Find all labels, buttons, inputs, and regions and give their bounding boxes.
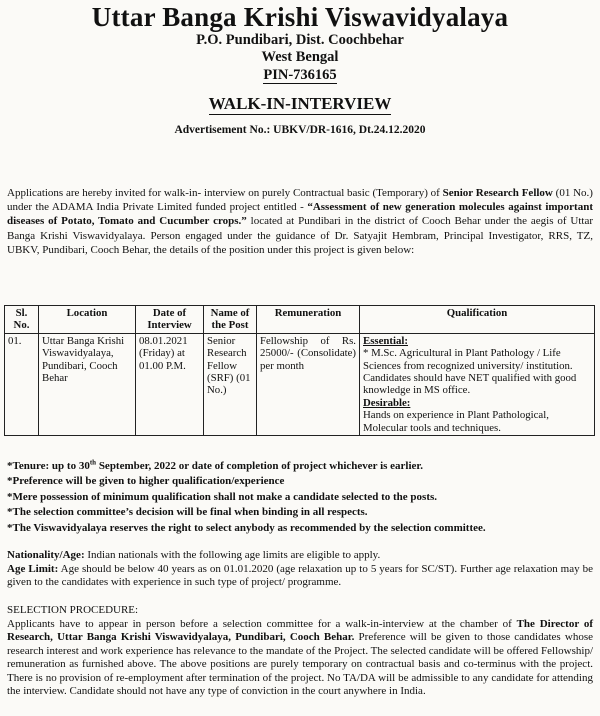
table-row — [5, 333, 595, 435]
nationality-text: Indian nationals with the following age limits are eligible to apply. — [84, 549, 381, 561]
tenure-text-b: September, 2022 or date of completion of project whichever is earlier. — [96, 460, 424, 472]
cell-remuneration: Fellowship of Rs. 25000/- (Consolidate) per month — [257, 333, 360, 435]
address-line-1: P.O. Pundibari, Dist. Coochbehar — [196, 32, 404, 48]
intro-paragraph — [7, 186, 593, 257]
project-title: “Assessment of new generation molecules against important diseases of Potato, Tomato and Cucumber crops.” — [7, 201, 593, 228]
selection-chamber: The Director of Research, Uttar Banga Krishi Viswavidyalaya, Pundibari, Cooch Behar. — [7, 618, 594, 644]
essential-label: Essential: — [363, 334, 408, 347]
note-tenure — [7, 459, 593, 474]
table-header-row — [5, 306, 595, 334]
tenure-text-a: *Tenure: up to 30 — [7, 460, 90, 472]
notes-list — [7, 459, 593, 536]
cell-qualification — [360, 333, 595, 435]
cell-date: 08.01.2021 (Friday) at 01.00 P.M. — [136, 333, 204, 435]
note-reserves-right: *The Viswavidyalaya reserves the right to select anybody as recommended by the selection committee. — [7, 521, 486, 534]
essential-text: * M.Sc. Agricultural in Plant Pathology / Life Sciences from recognized university/ institution. Candidates should have NET qualified with good knowledge in MS office. — [363, 347, 577, 397]
header-sl-no: Sl. No. — [5, 306, 39, 334]
age-limit-label: Age Limit: — [7, 563, 59, 575]
position-table — [4, 305, 595, 436]
cell-sl-no: 01. — [5, 333, 39, 435]
nationality-age — [7, 549, 593, 562]
intro-text-3: located at Pundibari in the district of Cooch Behar under the aegis of Uttar Banga Krishi Viswavidyalaya. Person engaged under the guidance of Dr. Satyajit Hembram, Principal Investigator, RRS, TZ, UBKV, Pundibari, Cooch Behar, the details of the position under this project is given below: — [7, 215, 593, 256]
tenure-superscript: th — [89, 458, 97, 467]
header-qualification: Qualification — [360, 306, 595, 334]
letterhead — [0, 2, 600, 136]
note-minimum-qualification: *Mere possession of minimum qualification shall not make a candidate selected to the posts. — [7, 490, 438, 503]
header-date: Date of Interview — [136, 306, 204, 334]
position-name: Senior Research Fellow — [442, 187, 553, 199]
note-committee-decision: *The selection committee’s decision will be final when binding in all respects. — [7, 506, 368, 519]
selection-heading: SELECTION PROCEDURE: — [7, 604, 139, 616]
age-limit — [7, 563, 593, 590]
advertisement-page — [0, 2, 600, 716]
advertisement-number: Advertisement No.: UBKV/DR-1616, Dt.24.12.2020 — [174, 124, 426, 136]
desirable-text: Hands on experience in Plant Pathological, Molecular tools and techniques. — [363, 409, 549, 434]
document-heading: WALK-IN-INTERVIEW — [208, 94, 392, 113]
selection-text-2: Preference will be given to those candidates whose research interest and work experience has relevance to the mandate of the Project. The selected candidate will be offered Fellowship/ remuneration as furnished above. The above positions are purely temporary on contractual basis and co-terminus with the project. There is no provision of re-employment after termination of the project. No TA/DA will be admissible to any candidate for attending the interview. Candidate should not have any type of conviction in the court anywhere in India. — [7, 631, 593, 698]
selection-text-1: Applicants have to appear in person before a selection committee for a walk-in-interview at the chamber of — [7, 618, 517, 630]
pin-code: PIN-736165 — [263, 67, 337, 83]
note-preference: *Preference will be given to higher qualification/experience — [7, 475, 285, 488]
age-limit-text: Age should be below 40 years as on 01.01.2020 (age relaxation up to 5 years for SC/ST). Further age relaxation may be given to the candidates with experience in such type of project/ programme. — [7, 563, 593, 589]
header-location: Location — [39, 306, 136, 334]
selection-procedure — [7, 618, 593, 698]
intro-text-2: (01 No.) under the ADAMA India Private Limited funded project entitled - — [7, 187, 593, 214]
header-remuneration: Remuneration — [257, 306, 360, 334]
nationality-label: Nationality/Age: — [7, 549, 85, 561]
header-post: Name of the Post — [204, 306, 257, 334]
desirable-label: Desirable: — [363, 396, 411, 409]
intro-text-1: Applications are hereby invited for walk-in- interview on purely Contractual basic (Temporary) of — [7, 187, 443, 199]
address-line-2: West Bengal — [261, 49, 339, 65]
cell-post: Senior Research Fellow (SRF) (01 No.) — [204, 333, 257, 435]
cell-location: Uttar Banga Krishi Viswavidyalaya, Pundibari, Cooch Behar — [39, 333, 136, 435]
university-name: Uttar Banga Krishi Viswavidyalaya — [91, 2, 509, 32]
